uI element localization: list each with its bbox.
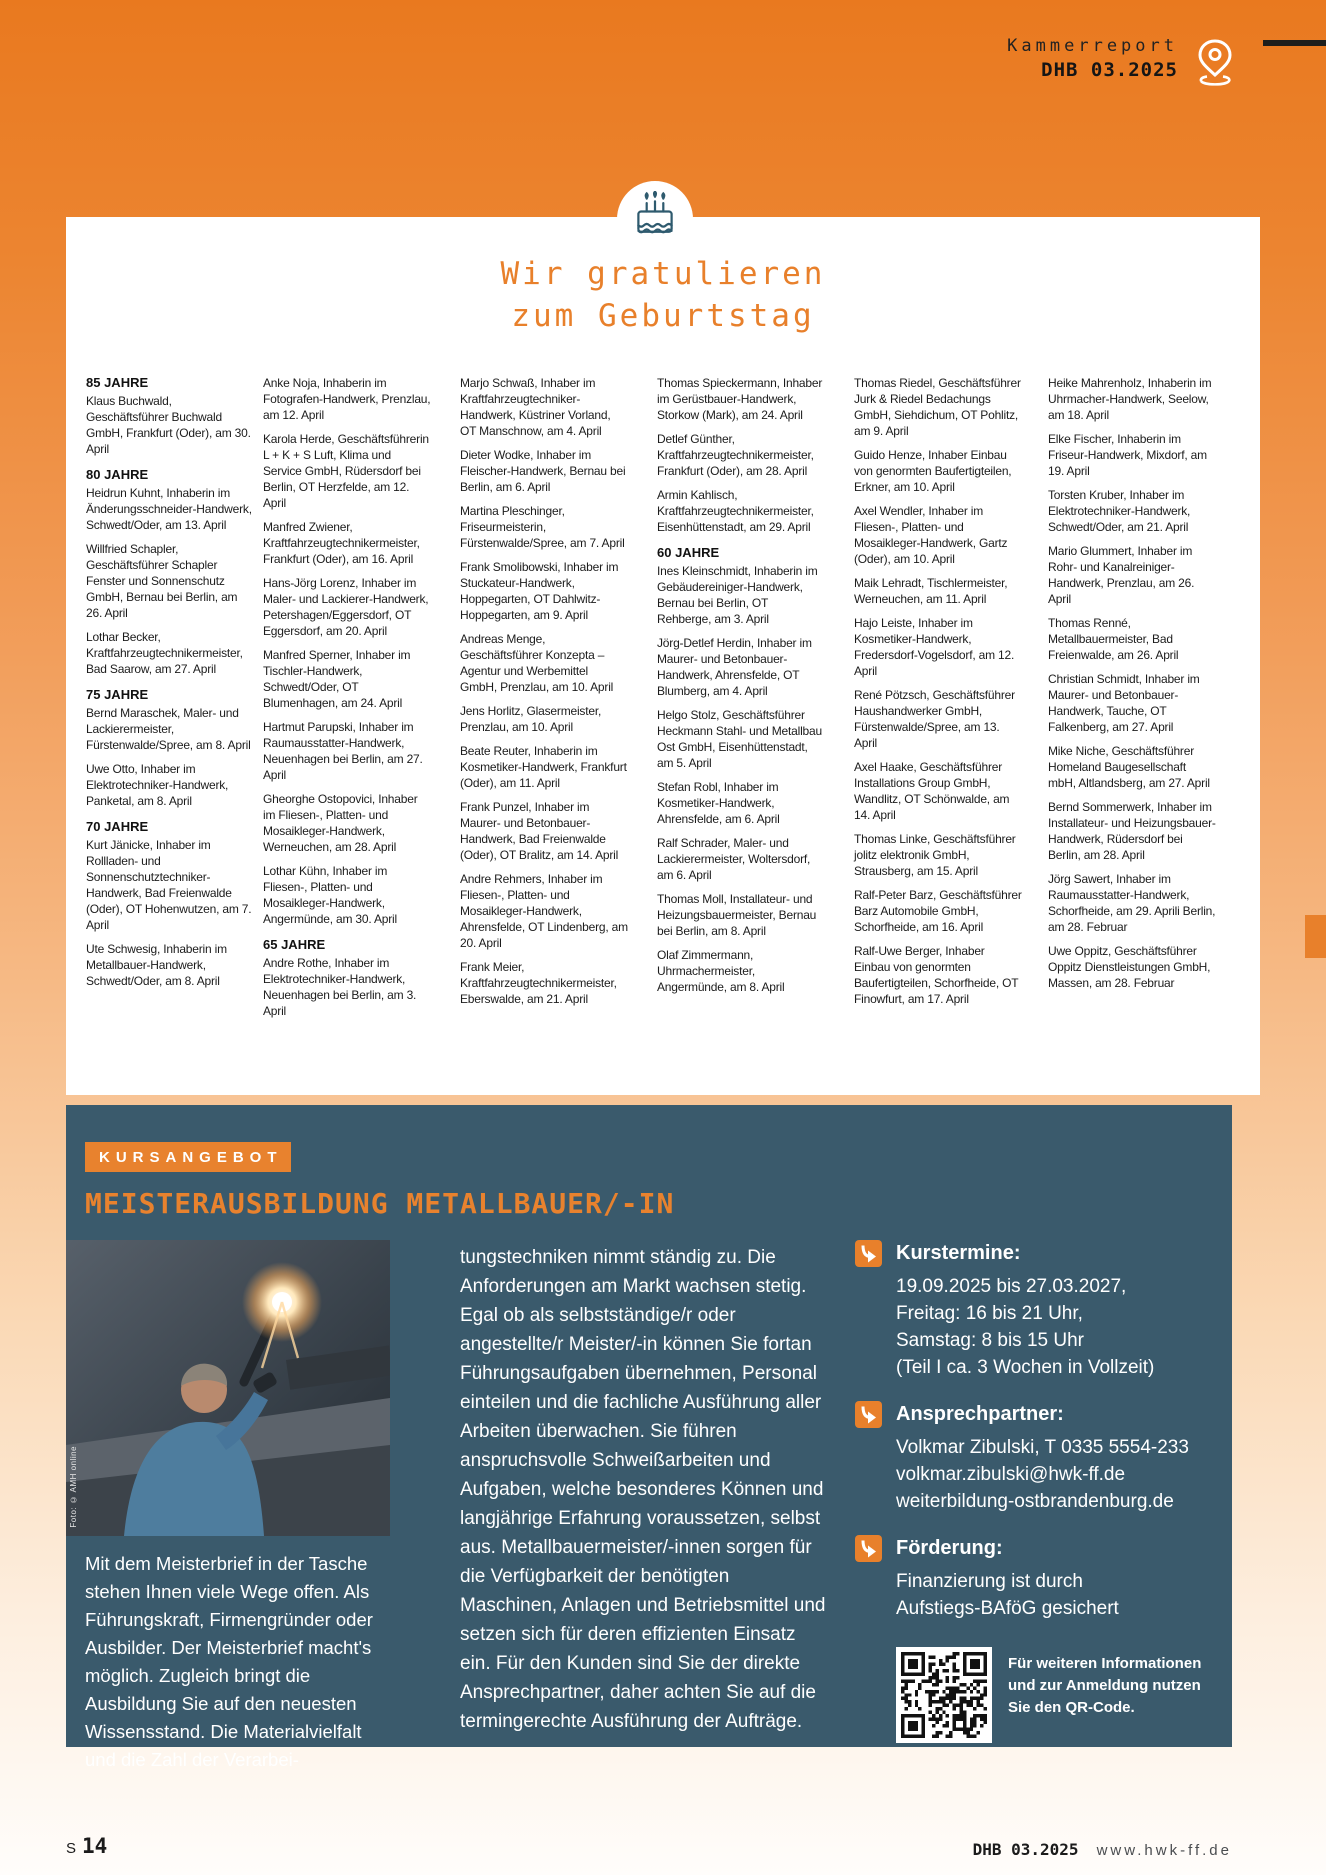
course-info-line: Finanzierung ist durch — [896, 1571, 1083, 1592]
course-info-line: Volkmar Zibulski, T 0335 5554-233 — [896, 1437, 1189, 1458]
birthday-entry: Lothar Kühn, Inhaber im Fliesen-, Platten- und Mosaikleger-Handwerk, Angermünde, am 30. April — [263, 864, 397, 926]
birthday-entry: Hartmut Parupski, Inhaber im Raumausstatter-Handwerk, Neuenhagen bei Berlin, am 27. April — [263, 720, 423, 782]
birthday-card — [66, 217, 1260, 1095]
birthday-entry: Marjo Schwaß, Inhaber im Kraftfahrzeugtechniker-Handwerk, Küstriner Vorland, OT Manschnow, am 4. April — [460, 376, 611, 438]
birthday-entry: Thomas Renné, Metallbauermeister, Bad Freienwalde, am 26. April — [1048, 616, 1179, 662]
qr-row — [896, 1647, 1221, 1743]
age-group-heading: 65 JAHRE — [263, 937, 326, 952]
birthday-entry: Lothar Becker, Kraftfahrzeugtechnikermeister, Bad Saarow, am 27. April — [86, 630, 243, 676]
course-info-line: Aufstiegs-BAföG gesichert — [896, 1598, 1119, 1619]
birthday-entry: Dieter Wodke, Inhaber im Fleischer-Handwerk, Bernau bei Berlin, am 6. April — [460, 448, 626, 494]
birthday-entry: Helgo Stolz, Geschäftsführer Heckmann Stahl- und Metallbau Ost GmbH, Eisenhüttenstadt, am 5. April — [657, 708, 822, 770]
birthday-entry: Ralf-Peter Barz, Geschäftsführer Barz Automobile GmbH, Schorfheide, am 16. April — [854, 888, 1022, 934]
birthday-entry: Klaus Buchwald, Geschäftsführer Buchwald GmbH, Frankfurt (Oder), am 30. April — [86, 394, 251, 456]
curved-arrow-icon — [855, 1401, 882, 1428]
birthday-entry: Bernd Sommerwerk, Inhaber im Installateur- und Heizungsbauer-Handwerk, Rüdersdorf bei Berlin, am 28. April — [1048, 800, 1216, 862]
page-number — [66, 1834, 107, 1858]
birthday-entry: Thomas Riedel, Geschäftsführer Jurk & Riedel Bedachungs GmbH, Siehdichum, OT Pohlitz, am 9. April — [854, 376, 1021, 438]
course-info-line: 19.09.2025 bis 27.03.2027, — [896, 1276, 1127, 1297]
age-group-heading: 80 JAHRE — [86, 467, 149, 482]
course-info-heading: Kurstermine: — [896, 1242, 1021, 1264]
birthday-entry: Kurt Jänicke, Inhaber im Rollladen- und Sonnenschutztechniker-Handwerk, Bad Freienwalde (Oder), OT Hohenwutzen, am 7. April — [86, 838, 252, 932]
birthday-entry: Mike Niche, Geschäftsführer Homeland Baugesellschaft mbH, Altlandsberg, am 27. April — [1048, 744, 1210, 790]
birthday-entry: Thomas Moll, Installateur- und Heizungsbauermeister, Bernau bei Berlin, am 8. April — [657, 892, 817, 938]
birthday-entry: Heidrun Kuhnt, Inhaberin im Änderungsschneider-Handwerk, Schwedt/Oder, am 13. April — [86, 486, 252, 532]
age-group-heading: 60 JAHRE — [657, 545, 720, 560]
course-info-line: Freitag: 16 bis 21 Uhr, — [896, 1303, 1083, 1324]
course-category-label: KURSANGEBOT — [85, 1142, 291, 1172]
course-info-list — [855, 1240, 1221, 1622]
qr-note: Für weiteren Informationen und zur Anmeldung nutzen Sie den QR-Code. — [1008, 1655, 1202, 1716]
birthday-column — [657, 375, 825, 1003]
birthday-entry: Jens Horlitz, Glasermeister, Prenzlau, am 10. April — [460, 704, 602, 734]
birthday-entry: Jörg Sawert, Inhaber im Raumausstatter-Handwerk, Schorfheide, am 29. Aprili Berlin, am 28. Februar — [1048, 872, 1216, 934]
birthday-entry: Martina Pleschinger, Friseurmeisterin, Fürstenwalde/Spree, am 7. April — [460, 504, 625, 550]
birthday-title — [66, 253, 1260, 337]
birthday-entry: Frank Smolibowski, Inhaber im Stuckateur-Handwerk, Hoppegarten, OT Dahlwitz-Hoppegarten, am 9. April — [460, 560, 619, 622]
birthday-entry: Gheorghe Ostopovici, Inhaber im Fliesen-, Platten- und Mosaikleger-Handwerk, Werneuchen, am 28. April — [263, 792, 418, 854]
course-panel — [66, 1105, 1232, 1770]
birthday-entry: Manfred Sperner, Inhaber im Tischler-Handwerk, Schwedt/Oder, OT Blumenhagen, am 24. April — [263, 648, 411, 710]
course-photo — [66, 1240, 390, 1536]
qr-code — [896, 1647, 992, 1743]
birthday-entry: Andre Rothe, Inhaber im Elektrotechniker-Handwerk, Neuenhagen bei Berlin, am 3. April — [263, 956, 417, 1018]
birthday-entry: Bernd Maraschek, Maler- und Lackierermeister, Fürstenwalde/Spree, am 8. April — [86, 706, 251, 752]
course-info-item — [855, 1401, 1221, 1515]
birthday-entry: Detlef Günther, Kraftfahrzeugtechnikermeister, Frankfurt (Oder), am 28. April — [657, 432, 814, 478]
birthday-entry: Uwe Otto, Inhaber im Elektrotechniker-Handwerk, Panketal, am 8. April — [86, 762, 229, 808]
course-info — [855, 1240, 1221, 1743]
birthday-entry: Willfried Schapler, Geschäftsführer Schapler Fenster und Sonnenschutz GmbH, Bernau bei Berlin, am 26. April — [86, 542, 238, 620]
age-group-heading: 75 JAHRE — [86, 687, 149, 702]
birthday-column — [1048, 375, 1216, 999]
birthday-entry: Heike Mahrenholz, Inhaberin im Uhrmacher-Handwerk, Seelow, am 18. April — [1048, 376, 1212, 422]
course-info-item — [855, 1535, 1221, 1622]
birthday-entry: Elke Fischer, Inhaberin im Friseur-Handwerk, Mixdorf, am 19. April — [1048, 432, 1207, 478]
birthday-column — [854, 375, 1022, 1015]
birthday-entry: Stefan Robl, Inhaber im Kosmetiker-Handwerk, Ahrensfelde, am 6. April — [657, 780, 780, 826]
course-info-line: weiterbildung-ostbrandenburg.de — [896, 1491, 1174, 1512]
birthday-entry: Guido Henze, Inhaber Einbau von genormten Baufertigteilen, Erkner, am 10. April — [854, 448, 1012, 494]
birthday-entry: Thomas Spieckermann, Inhaber im Gerüstbauer-Handwerk, Storkow (Mark), am 24. April — [657, 376, 823, 422]
birthday-title-line2: zum Geburtstag — [511, 298, 815, 334]
birthday-entry: Beate Reuter, Inhaberin im Kosmetiker-Handwerk, Frankfurt (Oder), am 11. April — [460, 744, 627, 790]
birthday-entry: Anke Noja, Inhaberin im Fotografen-Handwerk, Prenzlau, am 12. April — [263, 376, 431, 422]
birthday-entry: Uwe Oppitz, Geschäftsführer Oppitz Dienstleistungen GmbH, Massen, am 28. Februar — [1048, 944, 1211, 990]
birthday-column — [460, 375, 628, 1015]
birthday-entry: Ines Kleinschmidt, Inhaberin im Gebäudereiniger-Handwerk, Bernau bei Berlin, OT Rehberge, am 3. April — [657, 564, 818, 626]
footer-meta — [973, 1840, 1232, 1860]
birthday-entry: Ralf Schrader, Maler- und Lackierermeister, Woltersdorf, am 6. April — [657, 836, 811, 882]
curved-arrow-icon — [855, 1240, 882, 1267]
birthday-entry: Andreas Menge, Geschäftsführer Konzepta – Agentur und Werbemittel GmbH, Prenzlau, am 10. April — [460, 632, 614, 694]
birthday-entry: Christian Schmidt, Inhaber im Maurer- und Betonbauer-Handwerk, Tauche, OT Falkenberg, am 27. April — [1048, 672, 1200, 734]
course-info-line: (Teil I ca. 3 Wochen in Vollzeit) — [896, 1357, 1155, 1378]
location-pin-icon — [1192, 38, 1238, 95]
footer-website: www.hwk-ff.de — [1096, 1842, 1232, 1859]
birthday-entry: Axel Wendler, Inhaber im Fliesen-, Platten- und Mosaikleger-Handwerk, Gartz (Oder), am 10. April — [854, 504, 1008, 566]
birthday-entry: Jörg-Detlef Herdin, Inhaber im Maurer- und Betonbauer-Handwerk, Ahrensfelde, OT Blumberg, am 4. April — [657, 636, 812, 698]
birthday-entry: Andre Rehmers, Inhaber im Fliesen-, Platten- und Mosaikleger-Handwerk, Ahrensfelde, OT Lindenberg, am 20. April — [460, 872, 628, 950]
birthday-column — [263, 375, 431, 1027]
orange-tab-decoration — [1305, 915, 1326, 958]
course-info-line: Samstag: 8 bis 15 Uhr — [896, 1330, 1084, 1351]
birthday-entry: Armin Kahlisch, Kraftfahrzeugtechnikermeister, Eisenhüttenstadt, am 29. April — [657, 488, 814, 534]
footer-issue: DHB 03.2025 — [972, 1840, 1079, 1859]
birthday-entry: Hans-Jörg Lorenz, Inhaber im Maler- und Lackierer-Handwerk, Petershagen/Eggersdorf, OT Eggersdorf, am 20. April — [263, 576, 429, 638]
course-title: MEISTERAUSBILDUNG METALLBAUER/-IN — [85, 1187, 675, 1220]
birthday-entry: Mario Glummert, Inhaber im Rohr- und Kanalreiniger-Handwerk, Prenzlau, am 26. April — [1048, 544, 1195, 606]
birthday-entry: Ute Schwesig, Inhaberin im Metallbauer-Handwerk, Schwedt/Oder, am 8. April — [86, 942, 227, 988]
birthday-column — [86, 375, 254, 997]
page-number-value: 14 — [82, 1834, 108, 1858]
curved-arrow-icon — [855, 1535, 882, 1562]
course-info-heading: Förderung: — [896, 1537, 1003, 1559]
course-intro-text: Mit dem Meisterbrief in der Tasche stehen Ihnen viele Wege offen. Als Führungskraft, Firmengründer oder Ausbilder. Der Meisterbrief macht's möglich. Zugleich bringt die Ausbildung Sie auf den neuesten Wissensstand. Die Materialvielfalt und die Zahl der Verarbei- — [85, 1553, 373, 1770]
course-info-line: volkmar.zibulski@hwk-ff.de — [896, 1464, 1126, 1485]
corner-bar-decoration — [1263, 40, 1326, 46]
issue-label: DHB 03.2025 — [1041, 59, 1178, 81]
age-group-heading: 70 JAHRE — [86, 819, 149, 834]
birthday-entry: Ralf-Uwe Berger, Inhaber Einbau von genormten Baufertigteilen, Schorfheide, OT Finowfurt, am 17. April — [854, 944, 1019, 1006]
birthday-cake-icon — [631, 191, 679, 248]
course-info-heading: Ansprechpartner: — [896, 1403, 1064, 1425]
birthday-entry: Torsten Kruber, Inhaber im Elektrotechniker-Handwerk, Schwedt/Oder, am 21. April — [1048, 488, 1191, 534]
brand-name: Kammerreport — [1007, 36, 1178, 56]
course-info-item — [855, 1240, 1221, 1381]
age-group-heading: 85 JAHRE — [86, 375, 149, 390]
page-prefix: S — [66, 1840, 77, 1857]
birthday-entry: Hajo Leiste, Inhaber im Kosmetiker-Handwerk, Fredersdorf-Vogelsdorf, am 12. April — [854, 616, 1015, 678]
photo-credit: Foto: © AMH online — [69, 1446, 78, 1528]
birthday-entry: Maik Lehradt, Tischlermeister, Werneuchen, am 11. April — [854, 576, 1008, 606]
birthday-entry: Olaf Zimmermann, Uhrmachermeister, Angermünde, am 8. April — [657, 948, 785, 994]
birthday-entry: Axel Haake, Geschäftsführer Installations Group GmbH, Wandlitz, OT Schönwalde, am 14. April — [854, 760, 1010, 822]
card-notch — [617, 181, 693, 257]
header — [1007, 36, 1178, 81]
birthday-title-line1: Wir gratulieren — [500, 256, 826, 292]
birthday-entry: Frank Meier, Kraftfahrzeugtechnikermeister, Eberswalde, am 21. April — [460, 960, 617, 1006]
birthday-entry: Karola Herde, Geschäftsführerin L + K + S Luft, Klima und Service GmbH, Rüdersdorf bei Berlin, OT Herzfelde, am 12. April — [263, 432, 429, 510]
course-body-text: tungstechniken nimmt ständig zu. Die Anforderungen am Markt wachsen stetig. Egal ob als selbstständige/r oder angestellte/r Meister/-in können Sie fortan Führungsaufgaben übernehmen, Personal einteilen und die fachliche Ausführung aller Arbeiten überwachen. Sie führen anspruchsvolle Schweißarbeiten und Aufgaben, welche besonderes Können und langjährige Erfahrung voraussetzen, selbst aus. Metallbauermeister/-innen sorgen für die Verfügbarkeit der benötigten Maschinen, Anlagen und Betriebsmittel und setzen sich für deren effizienten Einsatz ein. Für den Kunden sind Sie der direkte Ansprechpartner, daher achten Sie auf die termingerechte Ausführung der Aufträge. — [460, 1247, 826, 1732]
birthday-entry: Manfred Zwiener, Kraftfahrzeugtechnikermeister, Frankfurt (Oder), am 16. April — [263, 520, 420, 566]
birthday-entry: René Pötzsch, Geschäftsführer Haushandwerker GmbH, Fürstenwalde/Spree, am 13. April — [854, 688, 1015, 750]
birthday-entry: Frank Punzel, Inhaber im Maurer- und Betonbauer-Handwerk, Bad Freienwalde (Oder), OT Bralitz, am 14. April — [460, 800, 619, 862]
birthday-entry: Thomas Linke, Geschäftsführer jolitz elektronik GmbH, Strausberg, am 15. April — [854, 832, 1016, 878]
